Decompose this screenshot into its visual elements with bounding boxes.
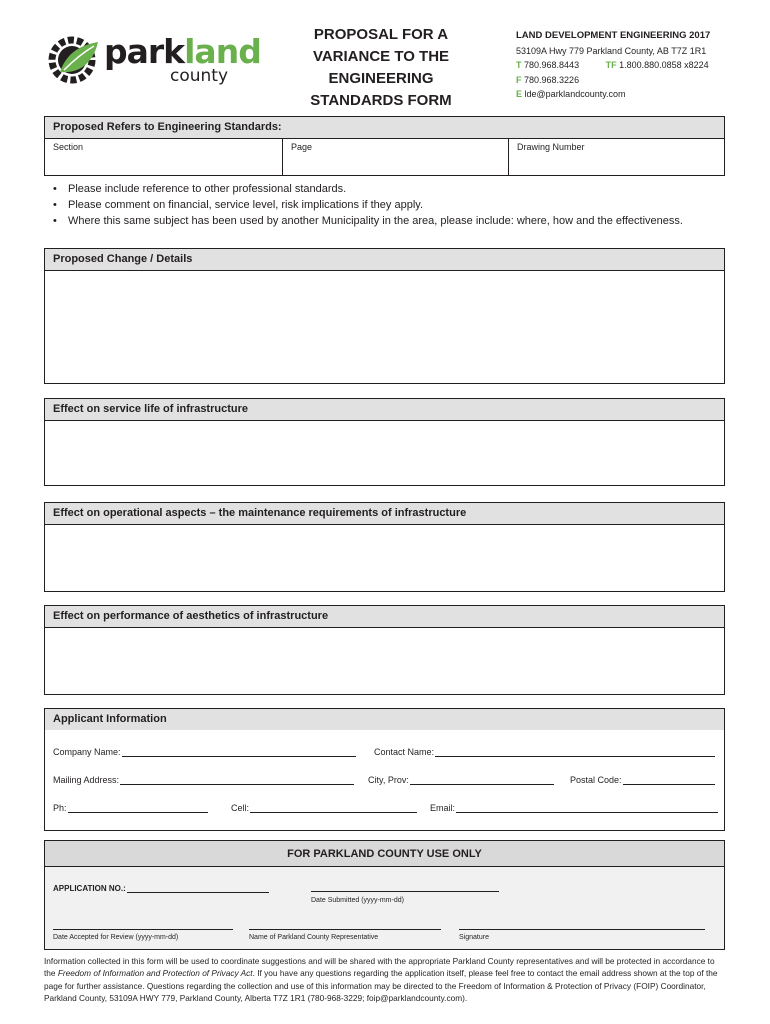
application-no-row bbox=[53, 883, 269, 893]
logo-sub-wordmark: county bbox=[170, 66, 229, 86]
department-title: LAND DEVELOPMENT ENGINEERING 2017 bbox=[516, 30, 711, 41]
gear-leaf-icon bbox=[48, 30, 102, 86]
mailing-address-input[interactable] bbox=[120, 775, 354, 785]
phone-label: Ph: bbox=[53, 803, 67, 813]
operational-field[interactable] bbox=[45, 525, 724, 591]
date-submitted-input[interactable] bbox=[311, 891, 499, 892]
phone-line: T 780.968.8443 TF 1.800.880.0858 x8224 bbox=[516, 60, 709, 70]
cell-label: Cell: bbox=[231, 803, 250, 813]
representative-input[interactable] bbox=[249, 929, 441, 930]
reference-heading: Proposed Refers to Engineering Standards: bbox=[45, 117, 724, 139]
section-label: Section bbox=[53, 142, 84, 152]
postal-code-input[interactable] bbox=[623, 775, 715, 785]
service-life-section bbox=[44, 398, 725, 486]
signature-input[interactable] bbox=[459, 929, 705, 930]
address: 53109A Hwy 779 Parkland County, AB T7Z 1R1 bbox=[516, 45, 707, 56]
form-title-line: ENGINEERING bbox=[328, 70, 434, 87]
drawing-number-label: Drawing Number bbox=[517, 142, 585, 152]
list-item: • Please comment on financial, service level, risk implications if they apply. bbox=[50, 197, 720, 213]
page-field[interactable] bbox=[283, 139, 509, 175]
aesthetics-heading: Effect on performance of aesthetics of infrastructure bbox=[45, 606, 724, 628]
contact-name-label: Contact Name: bbox=[374, 747, 435, 757]
email-row bbox=[430, 803, 718, 813]
instructions-list bbox=[50, 181, 720, 229]
email-input[interactable] bbox=[456, 803, 718, 813]
contact-name-row bbox=[374, 747, 715, 757]
application-no-input[interactable] bbox=[127, 883, 269, 893]
service-life-heading: Effect on service life of infrastructure bbox=[45, 399, 724, 421]
city-prov-row bbox=[368, 775, 554, 785]
company-name-row bbox=[53, 747, 356, 757]
mailing-address-row bbox=[53, 775, 354, 785]
date-submitted-label: Date Submitted (yyyy-mm-dd) bbox=[311, 897, 404, 904]
proposed-change-heading: Proposed Change / Details bbox=[45, 249, 724, 271]
operational-section bbox=[44, 502, 725, 592]
phone-input[interactable] bbox=[68, 803, 208, 813]
fax-line: F 780.968.3226 bbox=[516, 74, 580, 85]
contact-block bbox=[516, 29, 710, 102]
city-prov-label: City, Prov: bbox=[368, 775, 409, 785]
representative-label: Name of Parkland County Representative bbox=[249, 934, 379, 941]
privacy-notice: Information collected in this form will be used to coordinate suggestions and will be shared with the appropriate Parkland County representatives and will be protected in accordance to the Freedom of Information and Protection of Privacy Act. If you have any questions regarding the application itself, please feel free to contact the email address shown at the top of the page for further assistance. Questions regarding the collection and use of this information may be directed to the Freedom of Information & Protection of Privacy (FOIP) Coordinator, Parkland County, 53109A HWY 779, Parkland County, Alberta T7Z 1R1 (780-968-3229; foip@parklandcounty.com). bbox=[44, 956, 718, 1003]
drawing-number-field[interactable] bbox=[509, 139, 724, 175]
city-prov-input[interactable] bbox=[410, 775, 554, 785]
list-item: • Where this same subject has been used by another Municipality in the area, please include: where, how and the effectiveness. bbox=[50, 213, 720, 229]
form-title-line: STANDARDS FORM bbox=[310, 92, 452, 109]
email-label: Email: bbox=[430, 803, 456, 813]
proposed-change-field[interactable] bbox=[45, 271, 724, 383]
list-item: • Please include reference to other professional standards. bbox=[50, 181, 720, 197]
section-field[interactable] bbox=[45, 139, 283, 175]
applicant-heading: Applicant Information bbox=[45, 709, 724, 731]
service-life-field[interactable] bbox=[45, 421, 724, 485]
operational-heading: Effect on operational aspects – the maintenance requirements of infrastructure bbox=[45, 503, 724, 525]
form-title-line: PROPOSAL FOR A bbox=[313, 26, 449, 43]
company-name-label: Company Name: bbox=[53, 747, 121, 757]
proposed-change-section bbox=[44, 248, 725, 384]
signature-label: Signature bbox=[459, 934, 489, 941]
reference-section bbox=[44, 116, 725, 176]
cell-input[interactable] bbox=[250, 803, 417, 813]
contact-name-input[interactable] bbox=[435, 747, 715, 757]
page-label: Page bbox=[291, 142, 313, 152]
date-accepted-input[interactable] bbox=[53, 929, 233, 930]
postal-code-row bbox=[570, 775, 715, 785]
phone-row bbox=[53, 803, 208, 813]
form-title-line: VARIANCE TO THE bbox=[312, 48, 450, 65]
company-name-input[interactable] bbox=[122, 747, 356, 757]
cell-row bbox=[231, 803, 417, 813]
mailing-address-label: Mailing Address: bbox=[53, 775, 120, 785]
email-line[interactable]: E lde@parklandcounty.com bbox=[516, 89, 626, 99]
application-no-label: APPLICATION NO.: bbox=[53, 884, 126, 893]
aesthetics-field[interactable] bbox=[45, 628, 724, 694]
date-accepted-label: Date Accepted for Review (yyyy-mm-dd) bbox=[53, 934, 179, 941]
county-use-heading: FOR PARKLAND COUNTY USE ONLY bbox=[45, 841, 724, 867]
form-year: 2017 bbox=[689, 30, 711, 41]
foip-act-title: Freedom of Information and Protection of Privacy Act bbox=[57, 968, 253, 979]
aesthetics-section bbox=[44, 605, 725, 695]
postal-code-label: Postal Code: bbox=[570, 775, 622, 785]
county-use-section bbox=[44, 840, 725, 950]
logo-wordmark: parkland bbox=[104, 32, 261, 71]
form-title bbox=[296, 24, 466, 112]
parkland-county-logo bbox=[48, 30, 261, 90]
